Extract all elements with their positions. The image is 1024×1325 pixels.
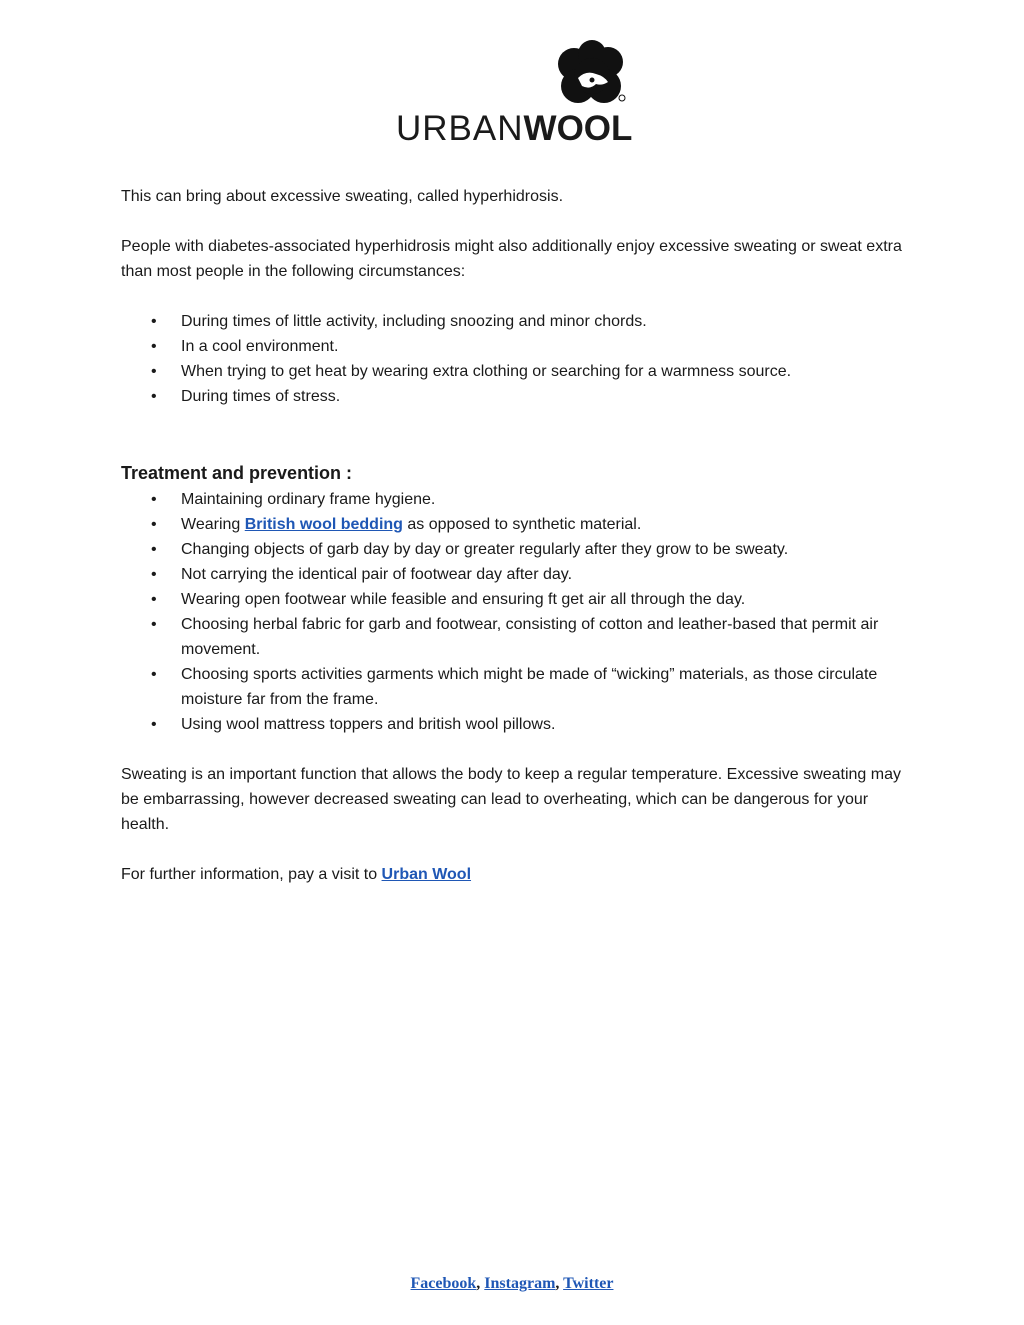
social-links (0, 1275, 1024, 1293)
bullet-icon: • (151, 591, 157, 608)
further-info: For further information, pay a visit to Urban Wool (121, 866, 472, 883)
urbanwool-logo (396, 40, 632, 150)
circumstances-list (121, 309, 911, 409)
bullet-icon: • (151, 363, 157, 380)
bullet-icon: • (151, 313, 157, 330)
treatment-heading: Treatment and prevention : (121, 463, 353, 483)
closing-paragraph: Sweating is an important function that allows the body to keep a regular temperature. Excessive sweating may be embarrassing, however decreased sweating can lead to overheating, which can be dangerous for your health. (121, 766, 901, 833)
list-item: • Not carrying the identical pair of footwear day after day. (121, 562, 911, 587)
list-item: • Maintaining ordinary frame hygiene. (121, 487, 911, 512)
bullet-icon: • (151, 491, 157, 508)
bullet-icon: • (151, 616, 157, 633)
list-item: • Choosing herbal fabric for garb and footwear, consisting of cotton and leather-based that permit air movement. (121, 612, 911, 662)
document-body (121, 184, 911, 887)
bullet-icon: • (151, 516, 157, 533)
logo-word-bold: WOOL (523, 109, 633, 148)
list-item: • During times of stress. (121, 384, 911, 409)
intro-paragraph-1: This can bring about excessive sweating, called hyperhidrosis. (121, 188, 564, 205)
twitter-link[interactable]: Twitter (563, 1275, 614, 1292)
list-item: • In a cool environment. (121, 334, 911, 359)
bullet-icon: • (151, 388, 157, 405)
footer-separator: , (476, 1275, 485, 1292)
sheep-icon (556, 40, 628, 108)
logo-word-light: URBAN (396, 109, 524, 148)
british-wool-bedding-link[interactable]: British wool bedding (244, 516, 403, 533)
intro-paragraph-2: People with diabetes-associated hyperhidrosis might also additionally enjoy excessive sweating or sweat extra than most people in the following circumstances: (121, 238, 902, 280)
facebook-link[interactable]: Facebook (410, 1275, 477, 1292)
list-item: • When trying to get heat by wearing extra clothing or searching for a warmness source. (121, 359, 911, 384)
bullet-icon: • (151, 666, 157, 683)
footer-separator: , (555, 1275, 564, 1292)
list-item: • Changing objects of garb day by day or greater regularly after they grow to be sweaty. (121, 537, 911, 562)
bullet-icon: • (151, 541, 157, 558)
bullet-icon: • (151, 338, 157, 355)
treatment-list (121, 487, 911, 737)
list-item: • Wearing open footwear while feasible and ensuring ft get air all through the day. (121, 587, 911, 612)
bullet-icon: • (151, 716, 157, 733)
logo-wordmark (396, 108, 632, 150)
list-item: • During times of little activity, including snoozing and minor chords. (121, 309, 911, 334)
instagram-link[interactable]: Instagram (484, 1275, 556, 1292)
urban-wool-link[interactable]: Urban Wool (381, 866, 472, 883)
list-item: • Wearing British wool bedding as opposed to synthetic material. (121, 512, 911, 537)
bullet-icon: • (151, 566, 157, 583)
list-item: • Choosing sports activities garments which might be made of “wicking” materials, as those circulate moisture far from the frame. (121, 662, 911, 712)
list-item: • Using wool mattress toppers and british wool pillows. (121, 712, 911, 737)
